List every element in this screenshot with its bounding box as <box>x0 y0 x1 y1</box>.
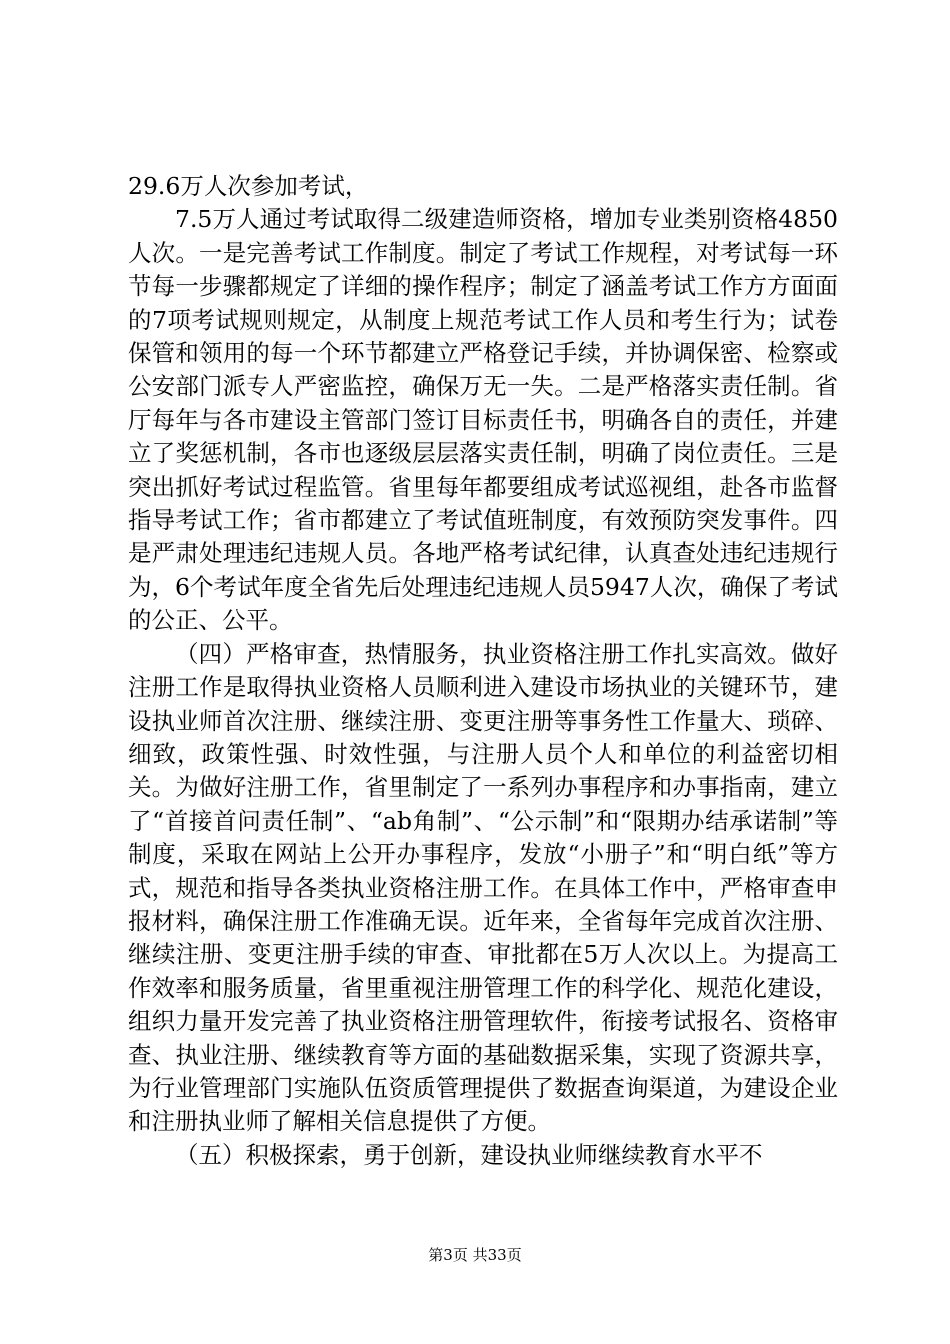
paragraph-exam-system: 7.5万人通过考试取得二级建造师资格，增加专业类别资格4850人次。一是完善考试工作制度。制定了考试工作规程，对考试每一环节每一步骤都规定了详细的操作程序；制定了涵盖考试工作方方面面的7项考试规则规定，从制度上规范考试工作人员和考生行为；试卷保管和领用的每一个环节都建立严格登记手续，并协调保密、检察或公安部门派专人严密监控，确保万无一失。二是严格落实责任制。省厅每年与各市建设主管部门签订目标责任书，明确各自的责任，并建立了奖惩机制，各市也逐级层层落实责任制，明确了岗位责任。三是突出抓好考试过程监管。省里每年都要组成考试巡视组，赴各市监督指导考试工作；省市都建立了考试值班制度，有效预防突发事件。四是严肃处理违纪违规人员。各地严格考试纪律，认真查处违纪违规行为，6个考试年度全省先后处理违纪违规人员5947人次，确保了考试的公正、公平。 <box>128 205 838 635</box>
paragraph-exam-count: 29.6万人次参加考试， <box>128 172 369 200</box>
paragraph-registration: （四）严格审查，热情服务，执业资格注册工作扎实高效。做好注册工作是取得执业资格人员顺利进入建设市场执业的关键环节，建设执业师首次注册、继续注册、变更注册等事务性工作量大、琐碎、细致，政策性强、时效性强，与注册人员个人和单位的利益密切相关。为做好注册工作，省里制定了一系列办事程序和办事指南，建立了“首接首问责任制”、“ab角制”、“公示制”和“限期办结承诺制”等制度，采取在网站上公开办事程序，发放“小册子”和“明白纸”等方式，规范和指导各类执业资格注册工作。在具体工作中，严格审查申报材料，确保注册工作准确无误。近年来，全省每年完成首次注册、继续注册、变更注册手续的审查、审批都在5万人次以上。为提高工作效率和服务质量，省里重视注册管理工作的科学化、规范化建设，组织力量开发完善了执业资格注册管理软件，衔接考试报名、资格审查、执业注册、继续教育等方面的基础数据采集，实现了资源共享，为行业管理部门实施队伍资质管理提供了数据查询渠道，为建设企业和注册执业师了解相关信息提供了方便。 <box>128 639 838 1136</box>
page-number-footer: 第3页 共33页 <box>428 1246 522 1264</box>
document-body <box>128 170 838 1172</box>
paragraph-continuing-education: （五）积极探索，勇于创新，建设执业师继续教育水平不 <box>175 1140 763 1169</box>
